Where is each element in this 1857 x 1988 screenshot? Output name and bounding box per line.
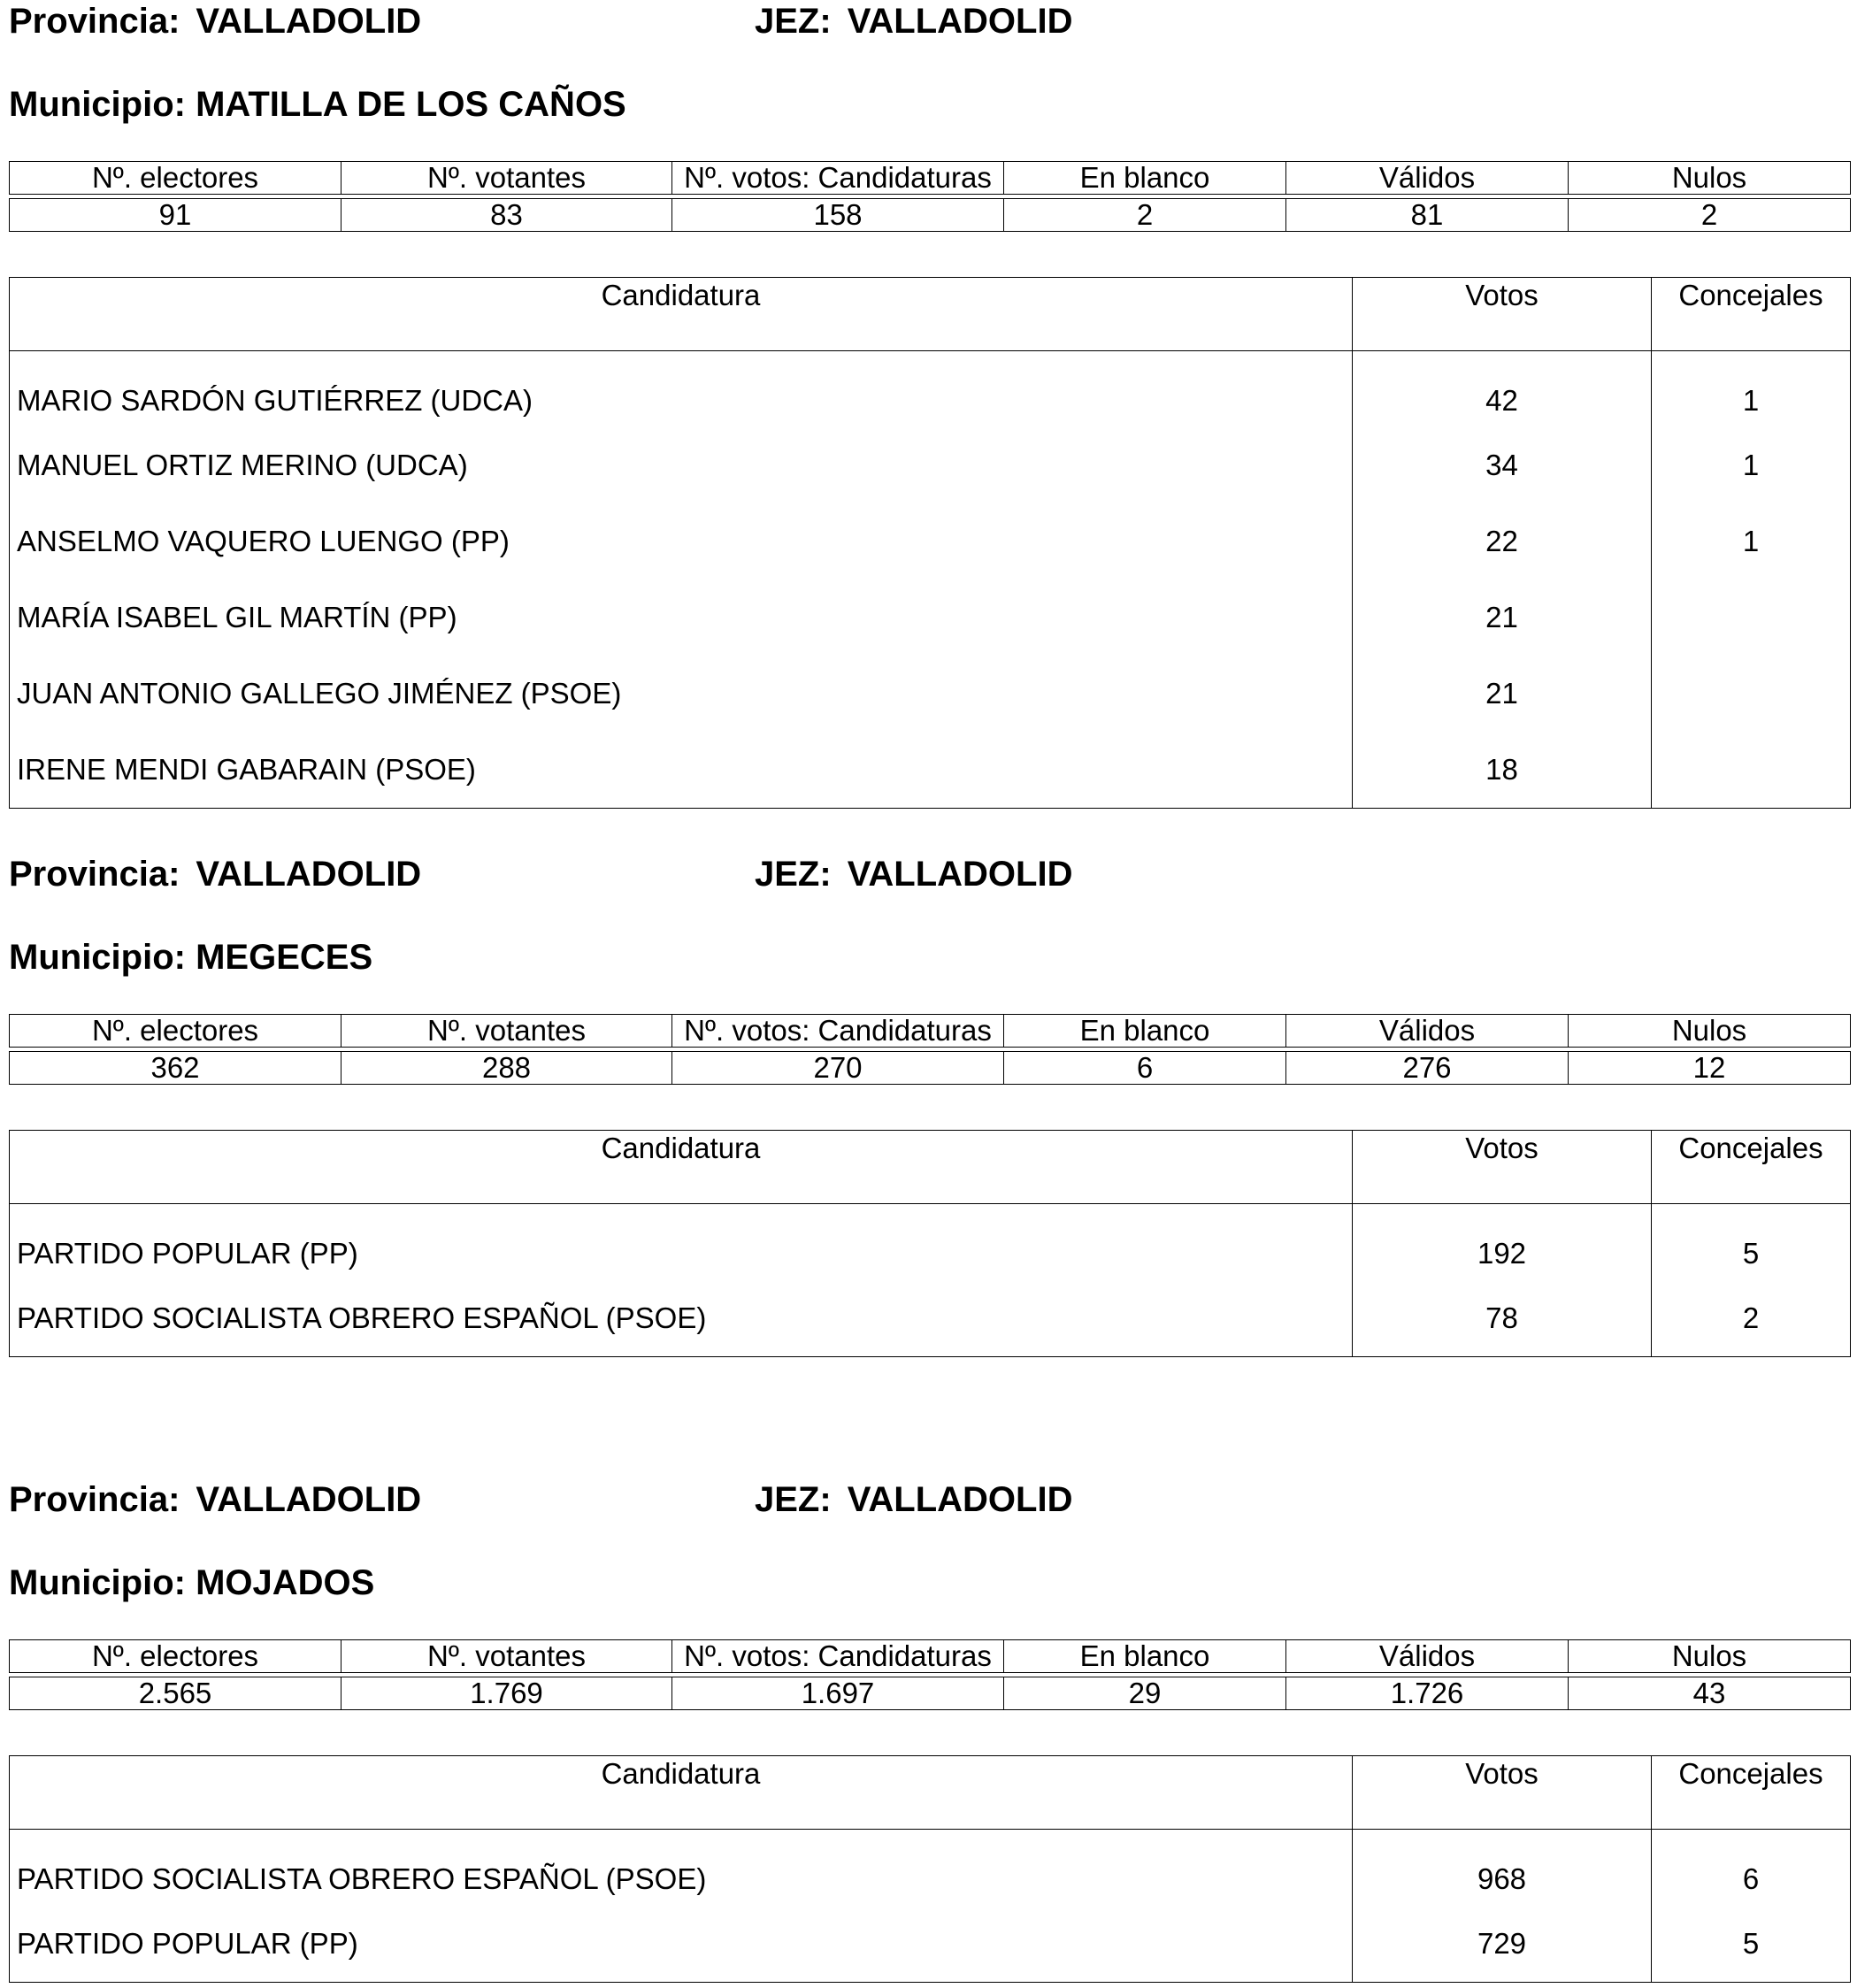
stats-value-cell: 91 — [10, 199, 341, 232]
candidate-concejales: 5 — [1652, 1204, 1851, 1281]
votos-header: Votos — [1353, 1131, 1652, 1204]
candidate-name: PARTIDO SOCIALISTA OBRERO ESPAÑOL (PSOE) — [17, 1301, 707, 1334]
stats-value-cell: 288 — [341, 1052, 672, 1085]
candidate-name: ANSELMO VAQUERO LUENGO (PP) — [17, 525, 510, 557]
candidate-name: PARTIDO POPULAR (PP) — [17, 1237, 358, 1270]
stats-table — [9, 1014, 1851, 1085]
jez-value: VALLADOLID — [847, 855, 1073, 894]
stats-value-cell: 12 — [1569, 1052, 1851, 1085]
stats-value-cell: 2 — [1569, 199, 1851, 232]
candidate-row — [10, 427, 1851, 503]
stats-value-cell: 81 — [1286, 199, 1569, 232]
candidate-concejales: 5 — [1652, 1906, 1851, 1983]
stats-header-row — [10, 162, 1851, 195]
jez-line — [755, 1478, 1072, 1521]
provincia-value: VALLADOLID — [196, 855, 422, 894]
candidate-row — [10, 1906, 1851, 1983]
votos-header: Votos — [1353, 1756, 1652, 1830]
provincia-label: Provincia: — [9, 855, 180, 894]
votos-header: Votos — [1353, 278, 1652, 351]
stats-value-cell: 158 — [672, 199, 1004, 232]
candidate-votos: 968 — [1353, 1830, 1652, 1907]
stats-header-cell: Nº. votos: Candidaturas — [672, 1015, 1004, 1048]
municipio-label: Municipio: — [9, 1563, 186, 1602]
stats-header-cell: Nº. electores — [10, 1640, 341, 1673]
stats-header-row — [10, 1015, 1851, 1048]
stats-value-cell: 1.726 — [1286, 1677, 1569, 1710]
stats-value-row — [10, 199, 1851, 232]
provincia-line — [9, 1478, 421, 1521]
candidatura-header: Candidatura — [10, 1756, 1353, 1830]
municipio-label: Municipio: — [9, 938, 186, 977]
stats-value-row — [10, 1052, 1851, 1085]
candidates-table — [9, 277, 1851, 809]
stats-header-cell: En blanco — [1004, 1640, 1286, 1673]
candidate-row — [10, 1280, 1851, 1357]
jez-label: JEZ: — [755, 2, 832, 41]
candidate-concejales: 1 — [1652, 427, 1851, 503]
stats-value-cell: 2.565 — [10, 1677, 341, 1710]
candidate-votos: 78 — [1353, 1280, 1652, 1357]
candidate-votos: 21 — [1353, 656, 1652, 732]
municipio-label: Municipio: — [9, 85, 186, 124]
jez-line — [755, 0, 1072, 42]
stats-value-cell: 362 — [10, 1052, 341, 1085]
stats-header-row — [10, 1640, 1851, 1673]
candidate-votos: 34 — [1353, 427, 1652, 503]
stats-header-cell: Válidos — [1286, 1015, 1569, 1048]
stats-value-cell: 276 — [1286, 1052, 1569, 1085]
candidates-table — [9, 1755, 1851, 1983]
candidates-header-row — [10, 1756, 1851, 1830]
candidate-row — [10, 1204, 1851, 1281]
stats-value-cell: 1.769 — [341, 1677, 672, 1710]
candidate-votos: 21 — [1353, 580, 1652, 656]
stats-value-cell: 270 — [672, 1052, 1004, 1085]
stats-table — [9, 1639, 1851, 1710]
candidate-name: PARTIDO SOCIALISTA OBRERO ESPAÑOL (PSOE) — [17, 1862, 707, 1895]
stats-header-cell: Válidos — [1286, 1640, 1569, 1673]
stats-header-cell: Nº. votantes — [341, 162, 672, 195]
municipio-value: MEGECES — [196, 938, 373, 977]
provincia-value: VALLADOLID — [196, 2, 422, 41]
stats-header-cell: En blanco — [1004, 1015, 1286, 1048]
stats-header-cell: Nº. votantes — [341, 1015, 672, 1048]
provincia-line — [9, 853, 421, 895]
candidates-header-row — [10, 278, 1851, 351]
stats-header-cell: Nº. electores — [10, 1015, 341, 1048]
candidate-concejales: 2 — [1652, 1280, 1851, 1357]
candidate-concejales: 1 — [1652, 351, 1851, 428]
candidate-name: MARIO SARDÓN GUTIÉRREZ (UDCA) — [17, 384, 533, 417]
provincia-label: Provincia: — [9, 1480, 180, 1519]
stats-value-cell: 6 — [1004, 1052, 1286, 1085]
candidate-row — [10, 1830, 1851, 1907]
stats-value-cell: 83 — [341, 199, 672, 232]
candidate-row — [10, 656, 1851, 732]
candidate-votos: 18 — [1353, 732, 1652, 809]
candidate-votos: 22 — [1353, 503, 1652, 580]
jez-value: VALLADOLID — [847, 2, 1073, 41]
stats-value-cell: 29 — [1004, 1677, 1286, 1710]
candidate-concejales: 1 — [1652, 503, 1851, 580]
stats-header-cell: Nº. votantes — [341, 1640, 672, 1673]
candidate-name: IRENE MENDI GABARAIN (PSOE) — [17, 753, 476, 786]
jez-line — [755, 853, 1072, 895]
candidate-name: JUAN ANTONIO GALLEGO JIMÉNEZ (PSOE) — [17, 677, 622, 710]
stats-header-cell: Nulos — [1569, 1640, 1851, 1673]
concejales-header: Concejales — [1652, 278, 1851, 351]
candidate-row — [10, 580, 1851, 656]
candidatura-header: Candidatura — [10, 278, 1353, 351]
municipio-title — [9, 83, 626, 126]
concejales-header: Concejales — [1652, 1131, 1851, 1204]
provincia-label: Provincia: — [9, 2, 180, 41]
stats-header-cell: Nulos — [1569, 162, 1851, 195]
stats-table — [9, 161, 1851, 232]
candidate-votos: 192 — [1353, 1204, 1652, 1281]
stats-value-cell: 2 — [1004, 199, 1286, 232]
stats-value-cell: 43 — [1569, 1677, 1851, 1710]
candidate-row — [10, 351, 1851, 428]
concejales-header: Concejales — [1652, 1756, 1851, 1830]
jez-label: JEZ: — [755, 855, 832, 894]
candidate-name: PARTIDO POPULAR (PP) — [17, 1927, 358, 1960]
stats-header-cell: En blanco — [1004, 162, 1286, 195]
jez-value: VALLADOLID — [847, 1480, 1073, 1519]
candidate-name: MARÍA ISABEL GIL MARTÍN (PP) — [17, 601, 457, 633]
municipio-title — [9, 936, 372, 979]
candidate-concejales — [1652, 656, 1851, 732]
stats-value-row — [10, 1677, 1851, 1710]
candidate-row — [10, 732, 1851, 809]
candidate-votos: 42 — [1353, 351, 1652, 428]
stats-value-cell: 1.697 — [672, 1677, 1004, 1710]
candidate-concejales — [1652, 580, 1851, 656]
municipio-value: MATILLA DE LOS CAÑOS — [196, 85, 626, 124]
provincia-line — [9, 0, 421, 42]
stats-header-cell: Nº. votos: Candidaturas — [672, 1640, 1004, 1673]
candidates-table — [9, 1130, 1851, 1357]
stats-header-cell: Nº. electores — [10, 162, 341, 195]
candidatura-header: Candidatura — [10, 1131, 1353, 1204]
candidate-name: MANUEL ORTIZ MERINO (UDCA) — [17, 449, 468, 481]
candidate-concejales — [1652, 732, 1851, 809]
candidates-header-row — [10, 1131, 1851, 1204]
provincia-value: VALLADOLID — [196, 1480, 422, 1519]
stats-header-cell: Nº. votos: Candidaturas — [672, 162, 1004, 195]
stats-header-cell: Válidos — [1286, 162, 1569, 195]
jez-label: JEZ: — [755, 1480, 832, 1519]
stats-header-cell: Nulos — [1569, 1015, 1851, 1048]
candidate-votos: 729 — [1353, 1906, 1652, 1983]
candidate-concejales: 6 — [1652, 1830, 1851, 1907]
candidate-row — [10, 503, 1851, 580]
municipio-value: MOJADOS — [196, 1563, 375, 1602]
municipio-title — [9, 1562, 374, 1604]
